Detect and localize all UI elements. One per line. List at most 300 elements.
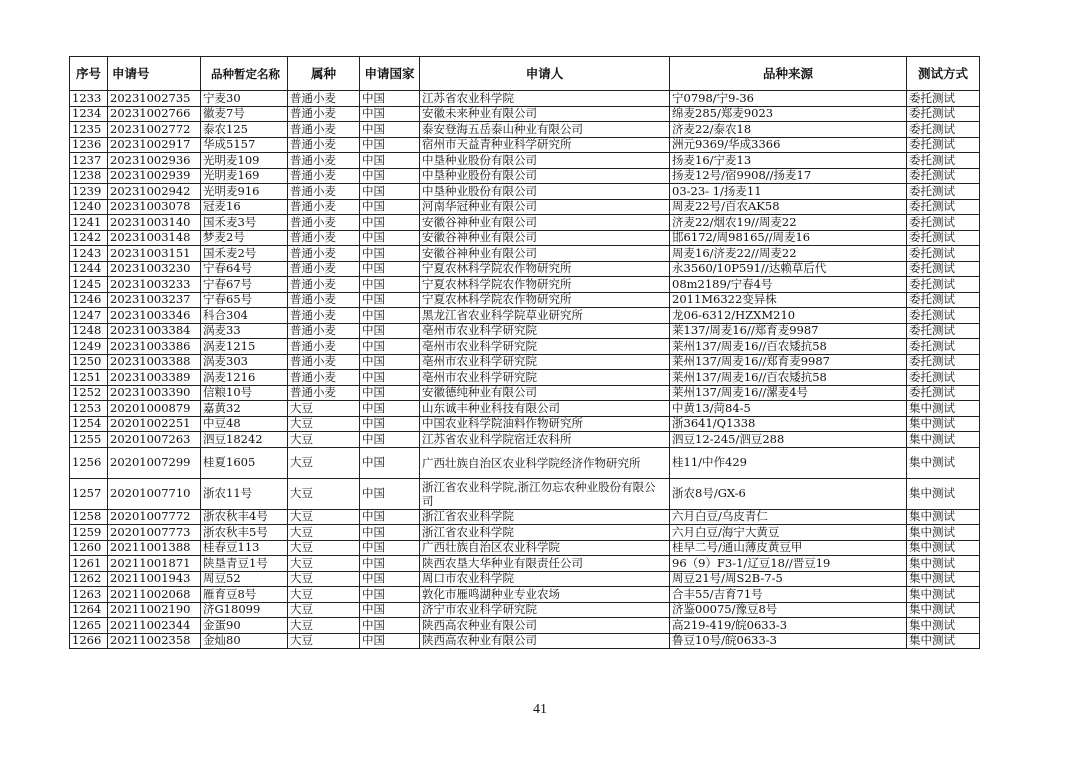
cell-country: 中国 [360, 215, 420, 231]
cell-variety-name: 嘉黄32 [201, 401, 288, 417]
table-row [70, 292, 980, 308]
cell-application-number: 20231002939 [108, 168, 201, 184]
cell-application-number: 20231002772 [108, 122, 201, 138]
cell-applicant: 敦化市雁鸣湖种业专业农场 [420, 587, 670, 603]
cell-variety-name: 桂春豆113 [201, 540, 288, 556]
cell-serial: 1249 [70, 339, 108, 355]
table-row [70, 618, 980, 634]
cell-application-number: 20201007299 [108, 447, 201, 478]
cell-species: 普通小麦 [288, 339, 360, 355]
cell-serial: 1243 [70, 246, 108, 262]
cell-application-number: 20231003233 [108, 277, 201, 293]
cell-variety-source: 中黄13/菏84-5 [670, 401, 907, 417]
cell-variety-source: 2011M6322变异株 [670, 292, 907, 308]
cell-country: 中国 [360, 401, 420, 417]
cell-species: 普通小麦 [288, 308, 360, 324]
cell-test-method: 委托测试 [907, 323, 980, 339]
cell-serial: 1256 [70, 447, 108, 478]
cell-applicant: 陕西高农种业有限公司 [420, 633, 670, 649]
cell-species: 普通小麦 [288, 292, 360, 308]
cell-application-number: 20201007773 [108, 525, 201, 541]
cell-application-number: 20231002942 [108, 184, 201, 200]
header-country: 申请国家 [360, 57, 420, 91]
cell-variety-name: 泰农125 [201, 122, 288, 138]
cell-variety-name: 泗豆18242 [201, 432, 288, 448]
cell-variety-name: 涡麦303 [201, 354, 288, 370]
header-application-number: 申请号 [108, 57, 201, 91]
cell-variety-source: 六月白豆/海宁大黄豆 [670, 525, 907, 541]
cell-serial: 1262 [70, 571, 108, 587]
table-row [70, 323, 980, 339]
cell-test-method: 委托测试 [907, 122, 980, 138]
cell-species: 大豆 [288, 556, 360, 572]
cell-serial: 1241 [70, 215, 108, 231]
cell-applicant: 亳州市农业科学研究院 [420, 339, 670, 355]
cell-test-method: 集中测试 [907, 401, 980, 417]
cell-country: 中国 [360, 199, 420, 215]
table-row [70, 525, 980, 541]
cell-test-method: 集中测试 [907, 618, 980, 634]
cell-serial: 1244 [70, 261, 108, 277]
cell-application-number: 20211002190 [108, 602, 201, 618]
cell-country: 中国 [360, 633, 420, 649]
cell-variety-name: 光明麦169 [201, 168, 288, 184]
cell-test-method: 委托测试 [907, 168, 980, 184]
table-row [70, 447, 980, 478]
cell-variety-source: 莱州137/周麦16//百农矮抗58 [670, 370, 907, 386]
cell-country: 中国 [360, 308, 420, 324]
cell-serial: 1253 [70, 401, 108, 417]
cell-applicant: 山东诚丰种业科技有限公司 [420, 401, 670, 417]
cell-applicant: 浙江省农业科学院 [420, 525, 670, 541]
cell-country: 中国 [360, 618, 420, 634]
cell-applicant: 中国农业科学院油料作物研究所 [420, 416, 670, 432]
cell-applicant: 周口市农业科学院 [420, 571, 670, 587]
cell-variety-source: 08m2189/宁春4号 [670, 277, 907, 293]
cell-variety-source: 03-23- 1/扬麦11 [670, 184, 907, 200]
cell-applicant: 济宁市农业科学研究院 [420, 602, 670, 618]
cell-test-method: 委托测试 [907, 91, 980, 107]
cell-serial: 1265 [70, 618, 108, 634]
cell-test-method: 委托测试 [907, 153, 980, 169]
cell-variety-name: 金灿80 [201, 633, 288, 649]
cell-variety-name: 光明麦109 [201, 153, 288, 169]
cell-serial: 1259 [70, 525, 108, 541]
cell-applicant: 亳州市农业科学研究院 [420, 370, 670, 386]
cell-applicant: 安徽未来种业有限公司 [420, 106, 670, 122]
cell-species: 大豆 [288, 633, 360, 649]
cell-country: 中国 [360, 540, 420, 556]
cell-serial: 1242 [70, 230, 108, 246]
cell-serial: 1258 [70, 509, 108, 525]
cell-species: 大豆 [288, 525, 360, 541]
cell-application-number: 20231003078 [108, 199, 201, 215]
cell-application-number: 20231002917 [108, 137, 201, 153]
cell-variety-source: 永3560/10P591//达赖草后代 [670, 261, 907, 277]
cell-application-number: 20201002251 [108, 416, 201, 432]
cell-country: 中国 [360, 556, 420, 572]
cell-variety-source: 宁0798/宁9-36 [670, 91, 907, 107]
cell-applicant: 广西壮族自治区农业科学院 [420, 540, 670, 556]
cell-variety-name: 雁育豆8号 [201, 587, 288, 603]
table-row [70, 602, 980, 618]
cell-test-method: 委托测试 [907, 354, 980, 370]
cell-test-method: 集中测试 [907, 571, 980, 587]
cell-test-method: 委托测试 [907, 137, 980, 153]
cell-test-method: 委托测试 [907, 184, 980, 200]
cell-application-number: 20231003384 [108, 323, 201, 339]
cell-variety-name: 浙农11号 [201, 478, 288, 509]
cell-variety-source: 邯6172/周98165//周麦16 [670, 230, 907, 246]
cell-country: 中国 [360, 168, 420, 184]
table-row [70, 137, 980, 153]
cell-test-method: 集中测试 [907, 556, 980, 572]
cell-application-number: 20231003140 [108, 215, 201, 231]
cell-species: 普通小麦 [288, 137, 360, 153]
cell-applicant: 安徽德纯种业有限公司 [420, 385, 670, 401]
cell-test-method: 集中测试 [907, 525, 980, 541]
cell-test-method: 委托测试 [907, 370, 980, 386]
cell-country: 中国 [360, 230, 420, 246]
cell-test-method: 委托测试 [907, 292, 980, 308]
cell-test-method: 委托测试 [907, 385, 980, 401]
variety-table [69, 56, 980, 649]
cell-variety-name: 宁春67号 [201, 277, 288, 293]
cell-variety-source: 浙3641/Q1338 [670, 416, 907, 432]
cell-application-number: 20231002735 [108, 91, 201, 107]
cell-variety-source: 洲元9369/华成3366 [670, 137, 907, 153]
cell-serial: 1266 [70, 633, 108, 649]
cell-country: 中国 [360, 261, 420, 277]
cell-application-number: 20231002766 [108, 106, 201, 122]
cell-application-number: 20231003151 [108, 246, 201, 262]
cell-species: 普通小麦 [288, 215, 360, 231]
cell-species: 普通小麦 [288, 106, 360, 122]
cell-test-method: 委托测试 [907, 308, 980, 324]
cell-species: 普通小麦 [288, 246, 360, 262]
cell-species: 普通小麦 [288, 370, 360, 386]
cell-test-method: 委托测试 [907, 277, 980, 293]
cell-applicant: 浙江省农业科学院,浙江勿忘农种业股份有限公司 [420, 478, 670, 509]
cell-country: 中国 [360, 416, 420, 432]
cell-country: 中国 [360, 153, 420, 169]
cell-application-number: 20231003346 [108, 308, 201, 324]
cell-serial: 1234 [70, 106, 108, 122]
cell-test-method: 集中测试 [907, 587, 980, 603]
cell-variety-source: 六月白豆/乌皮青仁 [670, 509, 907, 525]
table-row [70, 261, 980, 277]
cell-variety-source: 莱州137/周麦16//百农矮抗58 [670, 339, 907, 355]
cell-applicant: 浙江省农业科学院 [420, 509, 670, 525]
cell-application-number: 20211001871 [108, 556, 201, 572]
cell-application-number: 20231003389 [108, 370, 201, 386]
cell-test-method: 委托测试 [907, 246, 980, 262]
cell-variety-name: 宁春65号 [201, 292, 288, 308]
cell-serial: 1252 [70, 385, 108, 401]
table-row [70, 168, 980, 184]
table-row [70, 246, 980, 262]
cell-variety-source: 济麦22/泰农18 [670, 122, 907, 138]
header-test-method: 测试方式 [907, 57, 980, 91]
table-row [70, 401, 980, 417]
table-row [70, 354, 980, 370]
cell-species: 普通小麦 [288, 323, 360, 339]
cell-application-number: 20201007772 [108, 509, 201, 525]
cell-species: 普通小麦 [288, 122, 360, 138]
cell-serial: 1246 [70, 292, 108, 308]
cell-country: 中国 [360, 339, 420, 355]
cell-variety-source: 周豆21号/周S2B-7-5 [670, 571, 907, 587]
table-row [70, 432, 980, 448]
cell-species: 普通小麦 [288, 199, 360, 215]
cell-variety-source: 高219-419/皖0633-3 [670, 618, 907, 634]
cell-applicant: 陕西农垦大华种业有限责任公司 [420, 556, 670, 572]
cell-variety-name: 梦麦2号 [201, 230, 288, 246]
cell-serial: 1263 [70, 587, 108, 603]
cell-variety-name: 国禾麦2号 [201, 246, 288, 262]
cell-applicant: 广西壮族自治区农业科学院经济作物研究所 [420, 447, 670, 478]
cell-test-method: 集中测试 [907, 633, 980, 649]
cell-variety-source: 合丰55/吉育71号 [670, 587, 907, 603]
cell-country: 中国 [360, 602, 420, 618]
cell-variety-name: 桂夏1605 [201, 447, 288, 478]
cell-variety-name: 浙农秋丰5号 [201, 525, 288, 541]
cell-variety-name: 金蛋90 [201, 618, 288, 634]
cell-variety-source: 鲁豆10号/皖0633-3 [670, 633, 907, 649]
cell-applicant: 中垦种业股份有限公司 [420, 184, 670, 200]
cell-application-number: 20211001943 [108, 571, 201, 587]
table-row [70, 556, 980, 572]
table-row [70, 91, 980, 107]
page-number: 41 [533, 702, 547, 717]
cell-species: 大豆 [288, 478, 360, 509]
cell-test-method: 委托测试 [907, 199, 980, 215]
cell-test-method: 委托测试 [907, 215, 980, 231]
cell-application-number: 20201000879 [108, 401, 201, 417]
cell-serial: 1257 [70, 478, 108, 509]
cell-test-method: 集中测试 [907, 540, 980, 556]
cell-serial: 1251 [70, 370, 108, 386]
cell-variety-source: 浙农8号/GX-6 [670, 478, 907, 509]
cell-variety-name: 冠麦16 [201, 199, 288, 215]
cell-species: 大豆 [288, 571, 360, 587]
cell-variety-name: 华成5157 [201, 137, 288, 153]
cell-test-method: 集中测试 [907, 447, 980, 478]
cell-species: 普通小麦 [288, 153, 360, 169]
cell-serial: 1236 [70, 137, 108, 153]
cell-species: 普通小麦 [288, 91, 360, 107]
cell-applicant: 中垦种业股份有限公司 [420, 153, 670, 169]
table-row [70, 215, 980, 231]
cell-species: 大豆 [288, 587, 360, 603]
cell-applicant: 安徽谷神种业有限公司 [420, 246, 670, 262]
cell-variety-name: 国禾麦3号 [201, 215, 288, 231]
cell-application-number: 20231002936 [108, 153, 201, 169]
cell-test-method: 集中测试 [907, 602, 980, 618]
cell-variety-source: 桂早二号/通山薄皮黄豆甲 [670, 540, 907, 556]
cell-applicant: 江苏省农业科学院 [420, 91, 670, 107]
table-row [70, 230, 980, 246]
table-row [70, 571, 980, 587]
cell-applicant: 安徽谷神种业有限公司 [420, 230, 670, 246]
cell-variety-name: 光明麦916 [201, 184, 288, 200]
cell-country: 中国 [360, 354, 420, 370]
cell-species: 大豆 [288, 602, 360, 618]
cell-species: 普通小麦 [288, 168, 360, 184]
cell-variety-name: 陕垦青豆1号 [201, 556, 288, 572]
cell-species: 大豆 [288, 540, 360, 556]
cell-applicant: 中垦种业股份有限公司 [420, 168, 670, 184]
cell-test-method: 集中测试 [907, 432, 980, 448]
cell-variety-name: 徽麦7号 [201, 106, 288, 122]
cell-country: 中国 [360, 509, 420, 525]
cell-country: 中国 [360, 478, 420, 509]
cell-application-number: 20211002344 [108, 618, 201, 634]
cell-species: 普通小麦 [288, 385, 360, 401]
cell-country: 中国 [360, 447, 420, 478]
cell-country: 中国 [360, 137, 420, 153]
cell-serial: 1264 [70, 602, 108, 618]
cell-applicant: 黑龙江省农业科学院草业研究所 [420, 308, 670, 324]
cell-species: 普通小麦 [288, 261, 360, 277]
cell-variety-source: 96（9）F3-1/辽豆18//晋豆19 [670, 556, 907, 572]
cell-variety-name: 宁春64号 [201, 261, 288, 277]
cell-country: 中国 [360, 91, 420, 107]
cell-test-method: 委托测试 [907, 230, 980, 246]
cell-application-number: 20231003148 [108, 230, 201, 246]
cell-serial: 1240 [70, 199, 108, 215]
cell-application-number: 20231003388 [108, 354, 201, 370]
cell-variety-source: 济鉴00075/豫豆8号 [670, 602, 907, 618]
cell-country: 中国 [360, 525, 420, 541]
cell-serial: 1235 [70, 122, 108, 138]
cell-application-number: 20211001388 [108, 540, 201, 556]
cell-applicant: 宿州市天益青种业科学研究所 [420, 137, 670, 153]
cell-variety-source: 莱州137/周麦16//漯麦4号 [670, 385, 907, 401]
cell-application-number: 20231003386 [108, 339, 201, 355]
cell-variety-source: 泗豆12-245/泗豆288 [670, 432, 907, 448]
cell-serial: 1260 [70, 540, 108, 556]
cell-country: 中国 [360, 370, 420, 386]
cell-variety-name: 济G18099 [201, 602, 288, 618]
cell-test-method: 委托测试 [907, 261, 980, 277]
cell-country: 中国 [360, 246, 420, 262]
cell-species: 大豆 [288, 618, 360, 634]
cell-species: 普通小麦 [288, 184, 360, 200]
cell-country: 中国 [360, 122, 420, 138]
header-variety-source: 品种来源 [670, 57, 907, 91]
table-row [70, 184, 980, 200]
cell-variety-source: 龙06-6312/HZXM210 [670, 308, 907, 324]
cell-variety-source: 绵麦285/郑麦9023 [670, 106, 907, 122]
cell-variety-name: 信粮10号 [201, 385, 288, 401]
cell-test-method: 集中测试 [907, 509, 980, 525]
cell-variety-source: 周麦22号/百农AK58 [670, 199, 907, 215]
cell-species: 普通小麦 [288, 354, 360, 370]
cell-applicant: 安徽谷神种业有限公司 [420, 215, 670, 231]
cell-application-number: 20211002068 [108, 587, 201, 603]
cell-applicant: 泰安登海五岳泰山种业有限公司 [420, 122, 670, 138]
cell-applicant: 河南华冠种业有限公司 [420, 199, 670, 215]
cell-variety-source: 莱137/周麦16//郑育麦9987 [670, 323, 907, 339]
cell-applicant: 宁夏农林科学院农作物研究所 [420, 261, 670, 277]
table-row [70, 199, 980, 215]
cell-application-number: 20231003230 [108, 261, 201, 277]
table-row [70, 540, 980, 556]
cell-application-number: 20201007710 [108, 478, 201, 509]
header-applicant: 申请人 [420, 57, 670, 91]
cell-variety-name: 宁麦30 [201, 91, 288, 107]
cell-serial: 1250 [70, 354, 108, 370]
cell-country: 中国 [360, 292, 420, 308]
cell-serial: 1248 [70, 323, 108, 339]
table-row [70, 478, 980, 509]
table-row [70, 370, 980, 386]
header-species: 属种 [288, 57, 360, 91]
table-row [70, 277, 980, 293]
cell-variety-source: 桂11/中作429 [670, 447, 907, 478]
cell-serial: 1255 [70, 432, 108, 448]
cell-serial: 1261 [70, 556, 108, 572]
cell-test-method: 委托测试 [907, 339, 980, 355]
cell-applicant: 宁夏农林科学院农作物研究所 [420, 292, 670, 308]
cell-species: 普通小麦 [288, 277, 360, 293]
cell-species: 大豆 [288, 416, 360, 432]
table-row [70, 416, 980, 432]
cell-country: 中国 [360, 587, 420, 603]
cell-species: 普通小麦 [288, 230, 360, 246]
cell-applicant: 江苏省农业科学院宿迁农科所 [420, 432, 670, 448]
table-row [70, 587, 980, 603]
cell-variety-name: 涡麦1216 [201, 370, 288, 386]
cell-country: 中国 [360, 432, 420, 448]
cell-serial: 1245 [70, 277, 108, 293]
cell-country: 中国 [360, 184, 420, 200]
cell-applicant: 宁夏农林科学院农作物研究所 [420, 277, 670, 293]
cell-test-method: 集中测试 [907, 478, 980, 509]
cell-variety-name: 涡麦33 [201, 323, 288, 339]
table-row [70, 509, 980, 525]
table-row [70, 122, 980, 138]
cell-serial: 1247 [70, 308, 108, 324]
cell-country: 中国 [360, 385, 420, 401]
table-row [70, 106, 980, 122]
cell-application-number: 20231003390 [108, 385, 201, 401]
cell-test-method: 委托测试 [907, 106, 980, 122]
cell-applicant: 亳州市农业科学研究院 [420, 354, 670, 370]
cell-application-number: 20231003237 [108, 292, 201, 308]
table-row [70, 153, 980, 169]
cell-variety-source: 扬麦16/宁麦13 [670, 153, 907, 169]
cell-species: 大豆 [288, 401, 360, 417]
cell-country: 中国 [360, 277, 420, 293]
cell-species: 大豆 [288, 432, 360, 448]
cell-serial: 1233 [70, 91, 108, 107]
cell-application-number: 20211002358 [108, 633, 201, 649]
table-row [70, 385, 980, 401]
table-row [70, 633, 980, 649]
cell-country: 中国 [360, 323, 420, 339]
cell-species: 大豆 [288, 509, 360, 525]
cell-serial: 1238 [70, 168, 108, 184]
cell-species: 大豆 [288, 447, 360, 478]
cell-variety-name: 中豆48 [201, 416, 288, 432]
cell-variety-name: 浙农秋丰4号 [201, 509, 288, 525]
cell-serial: 1239 [70, 184, 108, 200]
header-variety-name: 品种暂定名称 [201, 57, 288, 91]
cell-country: 中国 [360, 571, 420, 587]
table-row [70, 339, 980, 355]
